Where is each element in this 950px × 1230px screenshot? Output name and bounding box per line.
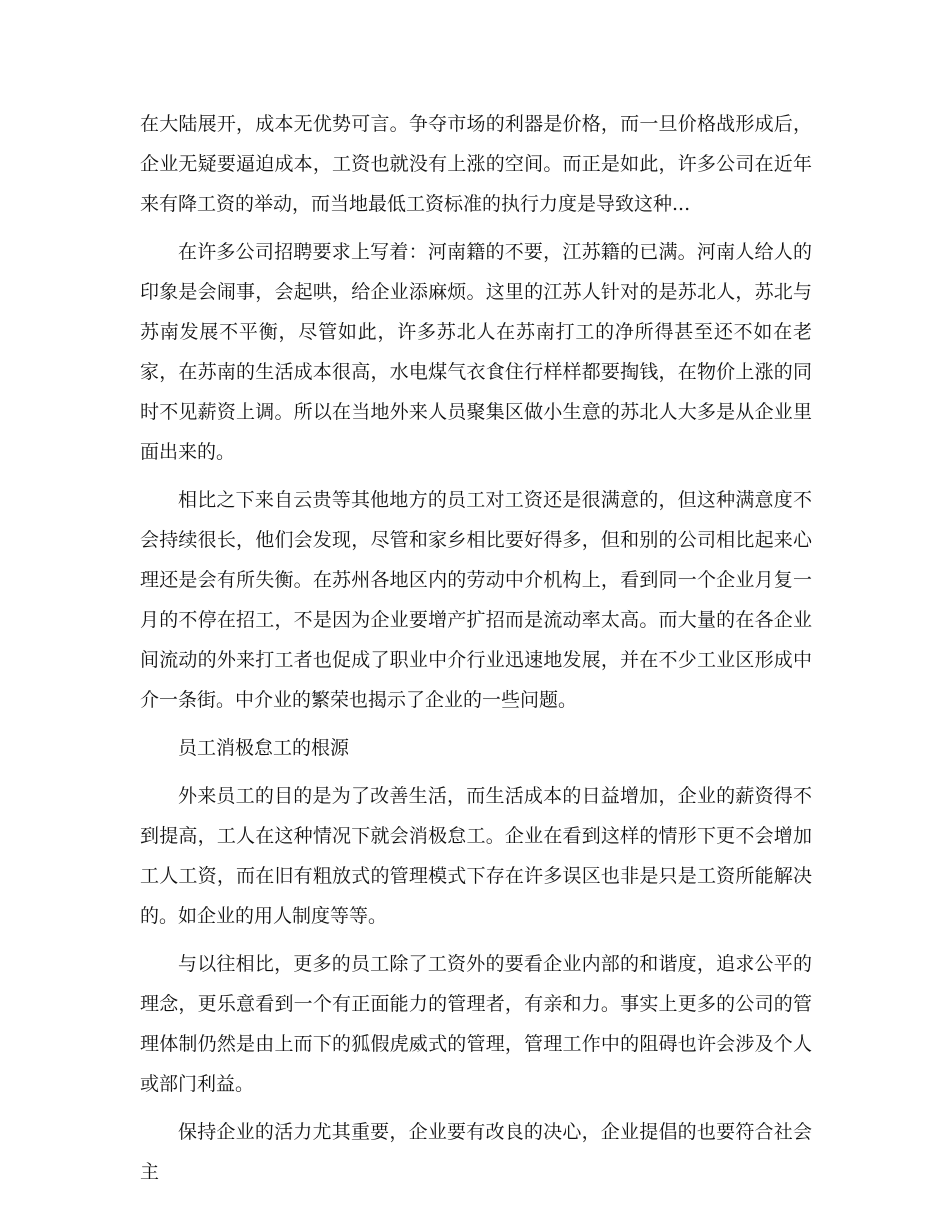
section-heading: 员工消极怠工的根源 <box>178 737 350 759</box>
paragraph-harmony: 与以往相比，更多的员工除了工资外的要看企业内部的和谐度，追求公平的理念，更乐意看到一个有正面能力的管理者，有亲和力。事实上更多的公司的管理体制仍然是由上而下的狐假虎威式的管理，管理工作中的阻碍也许会涉及个人或部门利益。 <box>140 953 812 1095</box>
paragraph-recruitment: 在许多公司招聘要求上写着：河南籍的不要，江苏籍的已满。河南人给人的印象是会闹事，会起哄，给企业添麻烦。这里的江苏人针对的是苏北人，苏北与苏南发展不平衡，尽管如此，许多苏北人在苏南打工的净所得甚至还不如在老家，在苏南的生活成本很高，水电煤气衣食住行样样都要掏钱，在物价上涨的同时不见薪资上调。所以在当地外来人员聚集区做小生意的苏北人大多是从企业里面出来的。 <box>140 241 812 463</box>
paragraph-motivation: 外来员工的目的是为了改善生活，而生活成本的日益增加，企业的薪资得不到提高，工人在这种情况下就会消极怠工。企业在看到这样的情形下更不会增加工人工资，而在旧有粗放式的管理模式下存在许多误区也非是只是工资所能解决的。如企业的用人制度等等。 <box>140 785 812 927</box>
document-body <box>140 104 812 1200</box>
paragraph-vitality: 保持企业的活力尤其重要，企业要有改良的决心，企业提倡的也要符合社会主 <box>140 1121 812 1183</box>
paragraph-satisfaction: 相比之下来自云贵等其他地方的员工对工资还是很满意的，但这种满意度不会持续很长，他们会发现，尽管和家乡相比要好得多，但和别的公司相比起来心理还是会有所失衡。在苏州各地区内的劳动中介机构上，看到同一个企业月复一月的不停在招工，不是因为企业要增产扩招而是流动率太高。而大量的在各企业间流动的外来打工者也促成了职业中介行业迅速地发展，并在不少工业区形成中介一条街。中介业的繁荣也揭示了企业的一些问题。 <box>140 489 812 711</box>
paragraph-continued: 在大陆展开，成本无优势可言。争夺市场的利器是价格，而一旦价格战形成后，企业无疑要逼迫成本，工资也就没有上涨的空间。而正是如此，许多公司在近年来有降工资的举动，而当地最低工资标准的执行力度是导致这种... <box>140 113 812 215</box>
